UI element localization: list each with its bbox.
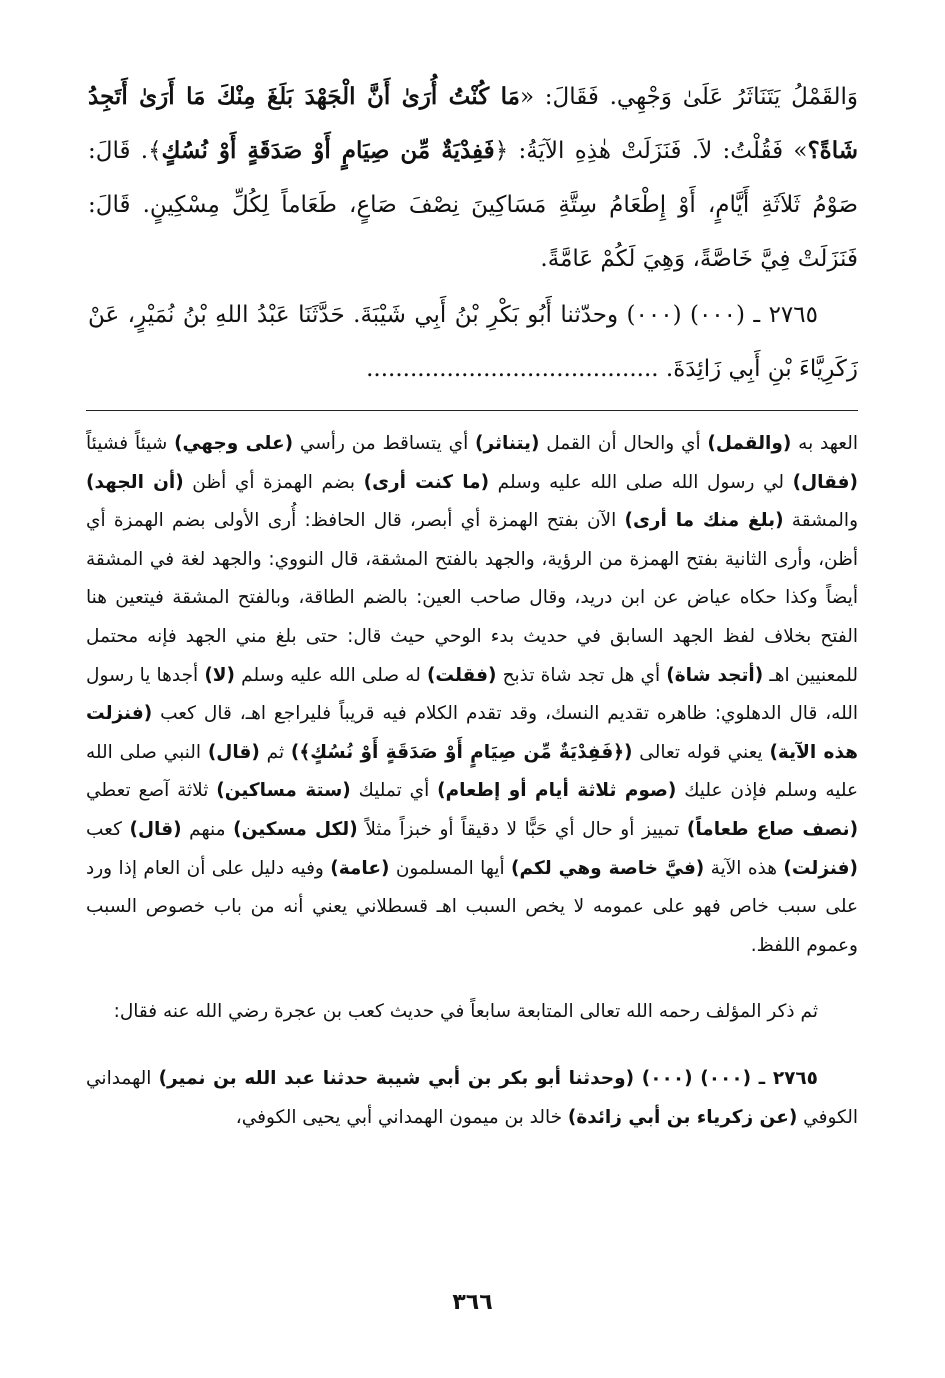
text-segment: (عامة) xyxy=(330,857,390,879)
text-segment: مَا كُنْتُ أُرَىٰ أَنَّ الْجَهْدَ بَلَغَ مِنْكَ مَا أَرَىٰ أَتَجِدُ شَاةً؟ xyxy=(88,83,858,164)
text-segment: وَالقَمْلُ يَتَنَاثَرُ عَلَىٰ وَجْهِي. فَقَالَ: « xyxy=(519,84,858,110)
text-segment: (لا) xyxy=(204,664,235,686)
text-segment: أيها المسلمون xyxy=(389,857,512,879)
text-segment: (قال) xyxy=(129,818,182,840)
text-segment: أي والحال أن القمل xyxy=(539,433,708,454)
text-segment: الآن بفتح الهمزة أي أبصر، قال الحافظ: أُرى الأولى بضم الهمزة أي أظن، وأرى الثانية بفتح الهمزة من الرؤية، والجهد بالفتح المشقة، قال النووي: والجهد لغة في المشقة أيضاً وكذا حكاه عياض عن ابن دريد، وقال صاحب العين: بالضم الطاقة، وبالفتح المشقة فيتعين هنا الفتح بخلاف لفظ الجهد السابق في حديث بدء الوحي حيث قال: حتى بلغ مني الجهد فإنه محتمل للمعنيين اهـ xyxy=(86,510,859,686)
text-segment: (ستة مساكين) xyxy=(216,780,351,802)
text-segment: (فقلت) xyxy=(426,664,497,686)
commentary-paragraph-3 xyxy=(86,1060,858,1137)
hadith-text xyxy=(88,70,858,396)
text-segment: له صلى الله عليه وسلم xyxy=(235,664,427,686)
hadith-paragraph-2 xyxy=(88,288,858,396)
text-segment: الهمداني الكوفي xyxy=(86,1067,858,1128)
text-segment: هذه الآية xyxy=(704,857,784,879)
text-segment: (أن الجهد) xyxy=(86,471,184,493)
text-segment: خالد بن ميمون الهمداني أبي يحيى الكوفي، xyxy=(235,1106,568,1128)
text-segment: (لكل مسكين) xyxy=(233,818,358,840)
text-segment: (على وجهي) xyxy=(174,433,294,454)
text-segment: (بلغ منك ما أرى) xyxy=(624,510,784,532)
text-segment: أي يتساقط من رأسي xyxy=(293,433,476,454)
text-segment: أي هل تجد شاة تذبح xyxy=(496,664,667,686)
text-segment: شيئاً فشيئاً xyxy=(86,433,175,454)
text-segment: أي تمليك xyxy=(350,780,438,802)
text-segment: وفيه دليل على أن العام إذا ورد على سبب خاص فهو على عمومه لا يخص السبب اهـ قسطلاني يعني أنه من باب خصوص السبب وعموم اللفظ. xyxy=(86,857,858,956)
text-segment: (صوم ثلاثة أيام أو إطعام) xyxy=(437,780,677,802)
text-segment: ثم ذكر المؤلف رحمه الله تعالى المتابعة سابعاً في حديث كعب بن عجرة رضي الله عنه فقال: xyxy=(113,1001,818,1023)
text-segment: (وحدثنا أبو بكر بن أبي شيبة حدثنا عبد الله بن نمير) xyxy=(158,1067,635,1089)
text-segment: النبي صلى الله عليه وسلم فإذن عليك xyxy=(86,741,859,802)
text-segment: ثم xyxy=(259,741,291,763)
hadith-paragraph-1 xyxy=(88,70,858,286)
text-segment: (يتناثر) xyxy=(475,433,540,454)
text-segment: تمييز أو حال أي حَبًّا لا دقيقاً أو خبزاً مثلاً xyxy=(357,818,687,840)
text-segment: » فَقُلْتُ: لاَ. فَنَزَلَتْ هٰذِهِ الآيَةُ: ﴿ xyxy=(494,138,808,164)
commentary-paragraph-2 xyxy=(86,993,858,1032)
text-segment: منهم xyxy=(181,818,234,840)
text-segment: (ما كنت أرى) xyxy=(363,471,490,493)
text-segment: (فنزلت) xyxy=(783,857,858,879)
text-segment: العهد به xyxy=(791,433,858,454)
commentary-text xyxy=(86,425,858,1137)
text-segment: بضم الهمزة أي أظن xyxy=(183,471,364,493)
text-segment: فَفِدْيَةٌ مِّن صِيَامٍ أَوْ صَدَقَةٍ أَوْ نُسُكٍ xyxy=(161,137,495,164)
text-segment: (فقال) xyxy=(792,471,858,493)
text-segment: (﴿فَفِدْيَةٌ مِّن صِيَامٍ أَوْ صَدَقَةٍ أَوْ نُسُكٍ﴾) xyxy=(290,741,633,763)
text-segment: (أتجد شاة) xyxy=(666,664,764,686)
text-segment: ﴾. قَالَ: صَوْمُ ثَلاَثَةِ أَيَّامٍ، أَوْ إِطْعَامُ سِتَّةِ مَسَاكِينَ نِصْفَ صَاعٍ، طَعَاماً لِكُلِّ مِسْكِينٍ. قَالَ: فَنَزَلَتْ فِيَّ خَاصَّةً، وَهِيَ لَكُمْ عَامَّةً. xyxy=(88,138,858,272)
text-segment: (فيَّ خاصة وهي لكم) xyxy=(511,857,705,879)
text-segment: (فنزلت هذه الآية) xyxy=(86,703,858,763)
text-segment: يعني قوله تعالى xyxy=(632,741,770,763)
text-segment: (عن زكرياء بن أبي زائدة) xyxy=(567,1106,798,1128)
text-segment: ثلاثة آصع تعطي xyxy=(86,780,217,802)
text-segment: أجدها يا رسول الله، قال الدهلوي: ظاهره تقديم النسك، وقد تقدم الكلام فيه قريباً فليراجع اهـ، قال كعب xyxy=(86,664,858,725)
text-segment: ٢٧٦٥ ـ (٠٠٠) (٠٠٠) xyxy=(634,1067,818,1089)
text-segment: (والقمل) xyxy=(707,433,792,454)
commentary-paragraph-1 xyxy=(86,425,858,965)
text-segment: (نصف صاع طعاماً) xyxy=(686,818,859,840)
text-segment: لي رسول الله صلى الله عليه وسلم xyxy=(489,471,793,493)
footnote-divider xyxy=(86,410,858,411)
text-segment: ٢٧٦٥ ـ (٠٠٠) (٠٠٠) وحدّثنا أَبُو بَكْرِ بْنُ أَبِي شَيْبَةَ. حَدَّثَنَا عَبْدُ اللهِ بْنُ نُمَيْرٍ، عَنْ زَكَرِيَّاءَ بْنِ أَبِي زَائِدَةَ. ........................................ xyxy=(88,302,858,382)
page-number: ٣٦٦ xyxy=(452,1290,493,1315)
text-segment: والمشقة xyxy=(783,510,858,532)
text-segment: (قال) xyxy=(207,741,260,763)
text-segment: كعب xyxy=(86,818,130,840)
